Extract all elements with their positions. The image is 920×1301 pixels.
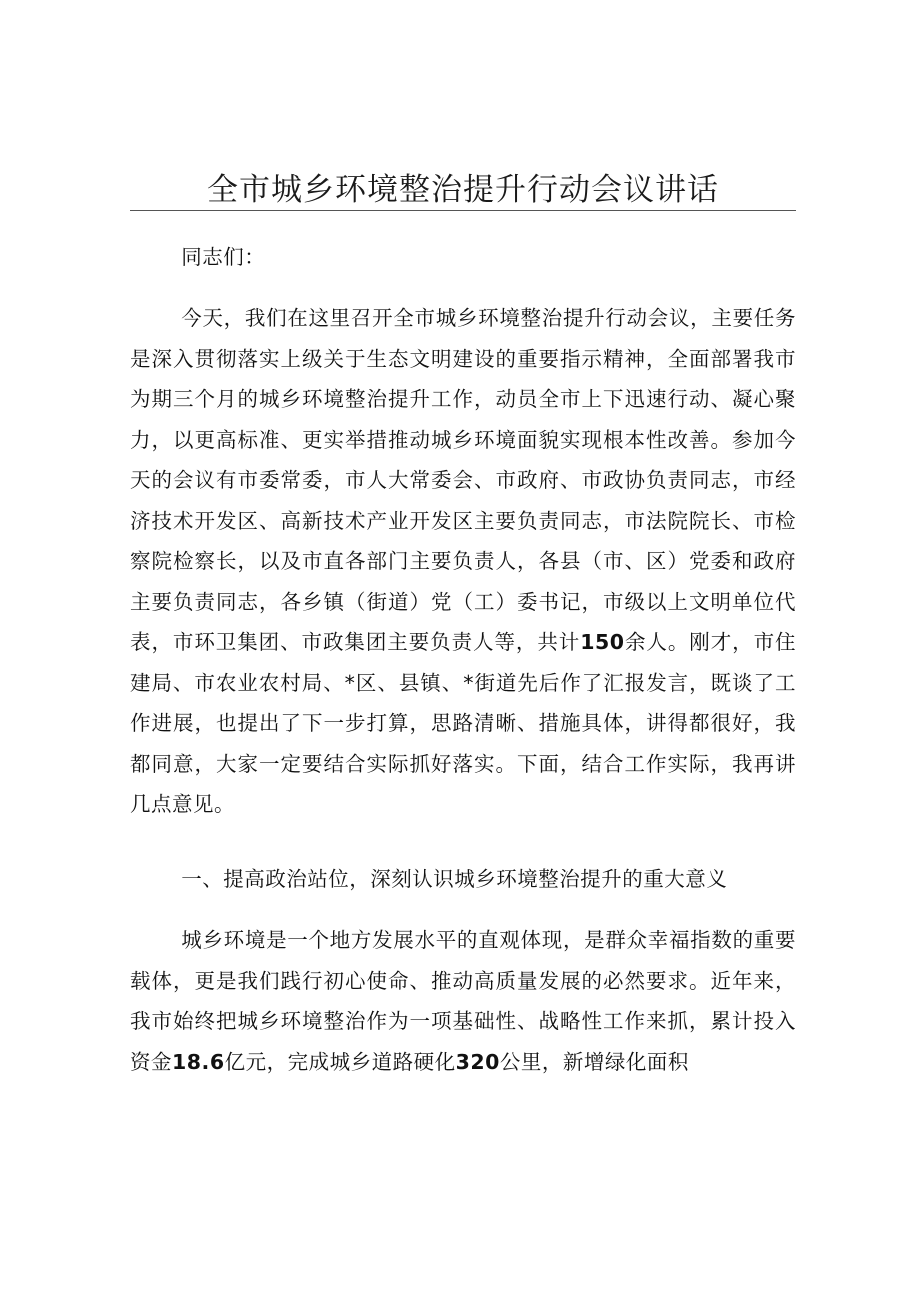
salutation: 同志们： — [181, 245, 266, 269]
paragraph-significance-text-1: 城乡环境是一个地方发展水平的直观体现，是群众幸福指数的重要载体，更是我们践行初心使命、推动高质量发展的必然要求。近年来，我市始终把城乡环境整治作为一项基础性、战略性工作来抓，累计投入资金 — [130, 928, 796, 1074]
paragraph-significance-text-3: 公里，新增绿化面积 — [499, 1049, 689, 1074]
paragraph-significance — [130, 920, 796, 1082]
investment-amount: 18.6 — [172, 1049, 225, 1074]
paragraph-significance-text-2: 亿元，完成城乡道路硬化 — [224, 1049, 456, 1074]
paragraph-opening-text-1: 今天，我们在这里召开全市城乡环境整治提升行动会议，主要任务是深入贯彻落实上级关于生态文明建设的重要指示精神，全面部署我市为期三个月的城乡环境整治提升工作，动员全市上下迅速行动、凝心聚力，以更高标准、更实举措推动城乡环境面貌实现根本性改善。参加今天的会议有市委常委，市人大常委会、市政府、市政协负责同志，市经济技术开发区、高新技术产业开发区主要负责同志，市法院院长、市检察院检察长，以及市直各部门主要负责人，各县（市、区）党委和政府主要负责同志，各乡镇（街道）党（工）委书记，市级以上文明单位代表，市环卫集团、市政集团主要负责人等，共计 — [130, 306, 796, 654]
title-underline — [130, 210, 796, 211]
attendee-count: 150 — [580, 630, 625, 654]
road-length: 320 — [455, 1049, 500, 1074]
paragraph-opening-text-2: 余人。刚才，市住建局、市农业农村局、*区、县镇、*街道先后作了汇报发言，既谈了工作进展，也提出了下一步打算，思路清晰、措施具体，讲得都很好，我都同意，大家一定要结合实际抓好落实。下面，结合工作实际，我再讲几点意见。 — [130, 630, 797, 816]
paragraph-opening — [130, 298, 796, 825]
document-title: 全市城乡环境整治提升行动会议讲话 — [207, 172, 719, 208]
section-heading-1: 一、提高政治站位，深刻认识城乡环境整治提升的重大意义 — [181, 867, 728, 891]
